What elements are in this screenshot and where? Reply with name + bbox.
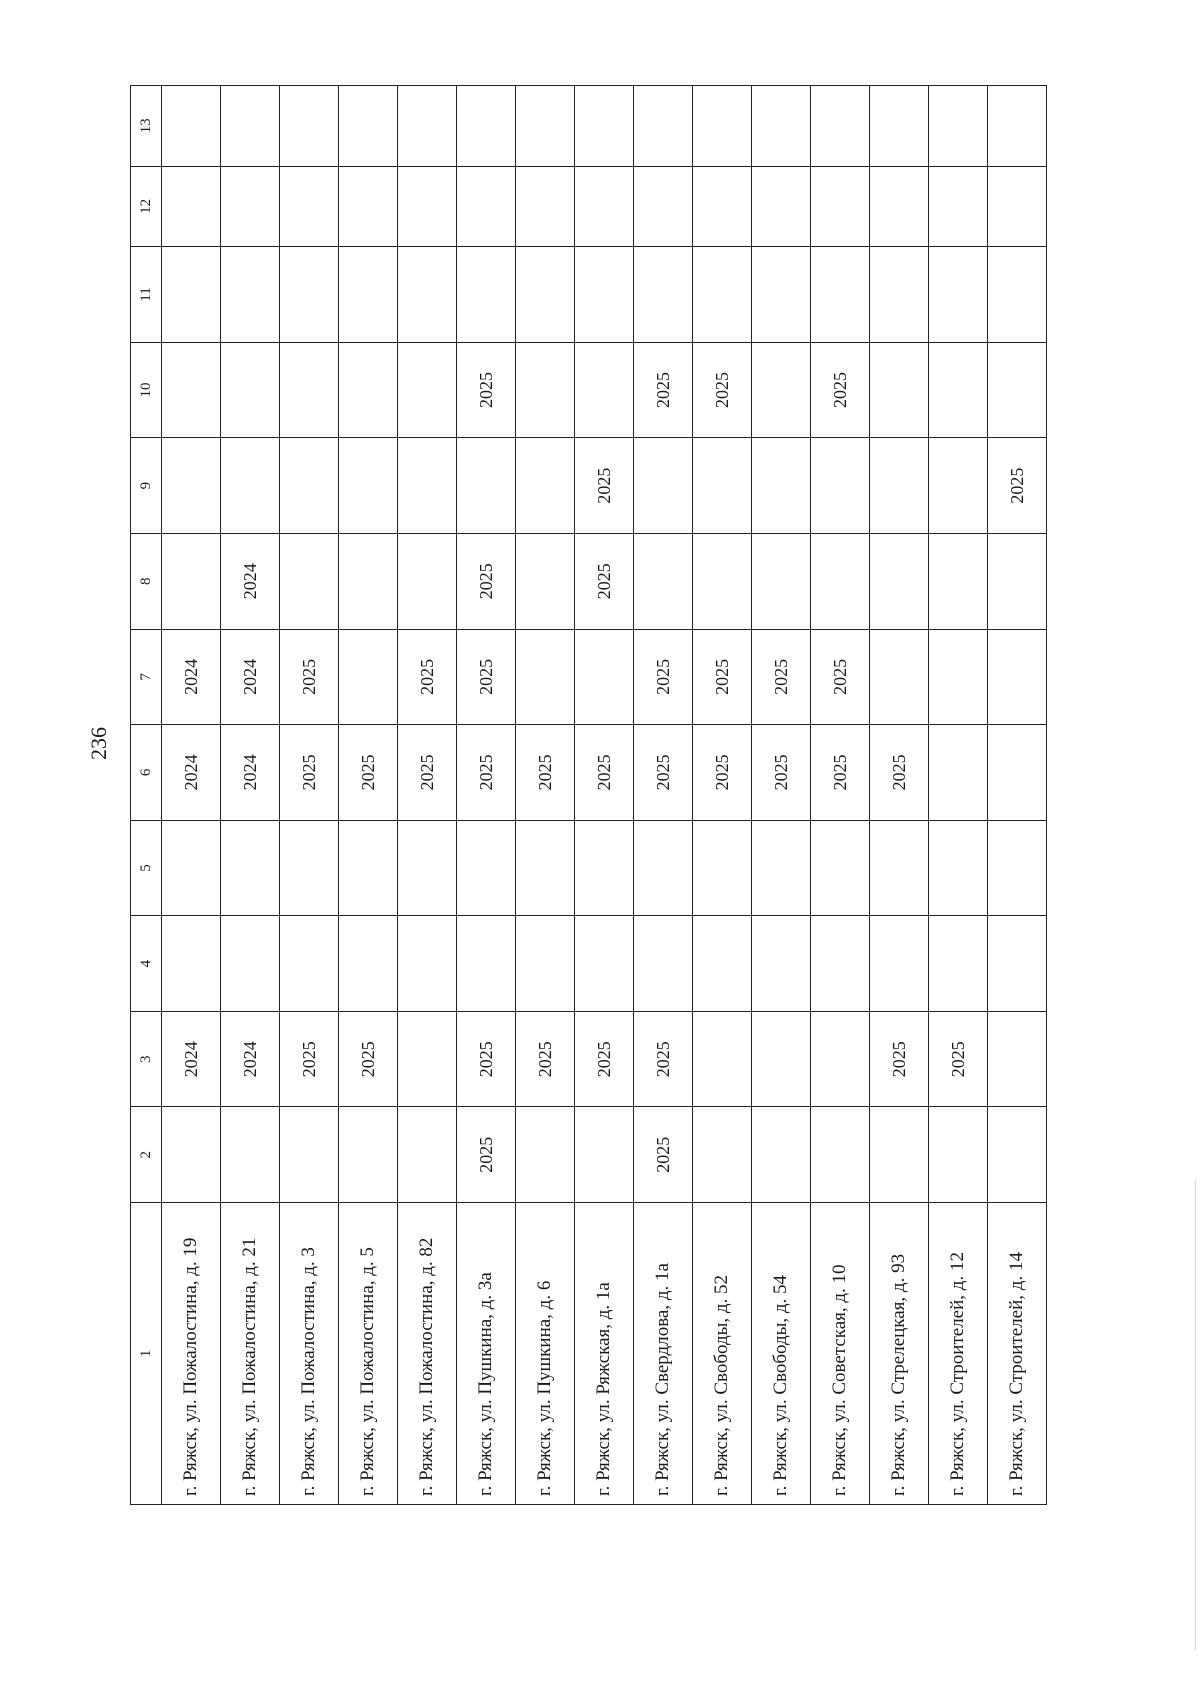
address-cell: г. Ряжск, ул. Свердлова, д. 1а	[634, 1203, 693, 1505]
year-cell-col-12	[752, 166, 811, 247]
header-row	[131, 86, 162, 1505]
year-cell-col-10: 2025	[457, 342, 516, 438]
year-cell-col-5	[693, 820, 752, 916]
table-row	[575, 86, 634, 1505]
year-cell-col-4	[693, 916, 752, 1012]
address-cell: г. Ряжск, ул. Свободы, д. 52	[693, 1203, 752, 1505]
table-body	[162, 86, 1047, 1505]
year-cell-col-7	[870, 629, 929, 725]
year-cell-col-8	[929, 533, 988, 629]
year-cell-col-8	[634, 533, 693, 629]
schedule-table	[130, 85, 1047, 1505]
column-header-7: 7	[131, 629, 162, 725]
year-cell-col-7: 2025	[280, 629, 339, 725]
year-cell-col-2: 2025	[457, 1107, 516, 1203]
year-cell-col-7	[929, 629, 988, 725]
year-cell-col-10	[280, 342, 339, 438]
year-cell-col-2: 2025	[634, 1107, 693, 1203]
year-cell-col-9	[457, 438, 516, 534]
year-cell-col-6: 2025	[870, 725, 929, 821]
year-cell-col-8	[752, 533, 811, 629]
year-cell-col-3: 2025	[280, 1011, 339, 1107]
year-cell-col-6: 2025	[280, 725, 339, 821]
address-cell: г. Ряжск, ул. Свободы, д. 54	[752, 1203, 811, 1505]
year-cell-col-2	[870, 1107, 929, 1203]
year-cell-col-10	[339, 342, 398, 438]
year-cell-col-4	[221, 916, 280, 1012]
year-cell-col-8: 2024	[221, 533, 280, 629]
year-cell-col-6: 2025	[811, 725, 870, 821]
year-cell-col-3: 2025	[634, 1011, 693, 1107]
year-cell-col-8: 2025	[575, 533, 634, 629]
year-cell-col-6: 2025	[752, 725, 811, 821]
year-cell-col-11	[575, 247, 634, 343]
table-row	[929, 86, 988, 1505]
address-cell: г. Ряжск, ул. Пожалостина, д. 3	[280, 1203, 339, 1505]
year-cell-col-4	[870, 916, 929, 1012]
year-cell-col-9	[870, 438, 929, 534]
year-cell-col-13	[457, 86, 516, 167]
year-cell-col-7	[339, 629, 398, 725]
year-cell-col-4	[929, 916, 988, 1012]
year-cell-col-12	[280, 166, 339, 247]
year-cell-col-3	[752, 1011, 811, 1107]
year-cell-col-3: 2025	[457, 1011, 516, 1107]
column-header-5: 5	[131, 820, 162, 916]
year-cell-col-12	[988, 166, 1047, 247]
column-header-6: 6	[131, 725, 162, 821]
table-row	[516, 86, 575, 1505]
year-cell-col-7: 2024	[162, 629, 221, 725]
year-cell-col-7	[988, 629, 1047, 725]
year-cell-col-4	[162, 916, 221, 1012]
year-cell-col-12	[870, 166, 929, 247]
year-cell-col-11	[398, 247, 457, 343]
year-cell-col-11	[988, 247, 1047, 343]
year-cell-col-5	[575, 820, 634, 916]
column-header-10: 10	[131, 342, 162, 438]
year-cell-col-6: 2025	[634, 725, 693, 821]
year-cell-col-13	[811, 86, 870, 167]
year-cell-col-9	[339, 438, 398, 534]
year-cell-col-2	[162, 1107, 221, 1203]
year-cell-col-6: 2024	[221, 725, 280, 821]
year-cell-col-2	[693, 1107, 752, 1203]
year-cell-col-8	[811, 533, 870, 629]
year-cell-col-9	[634, 438, 693, 534]
year-cell-col-4	[634, 916, 693, 1012]
year-cell-col-12	[162, 166, 221, 247]
column-header-11: 11	[131, 247, 162, 343]
address-cell: г. Ряжск, ул. Строителей, д. 14	[988, 1203, 1047, 1505]
address-cell: г. Ряжск, ул. Пожалостина, д. 19	[162, 1203, 221, 1505]
schedule-table-container	[130, 85, 1030, 1505]
year-cell-col-3	[693, 1011, 752, 1107]
year-cell-col-5	[398, 820, 457, 916]
year-cell-col-13	[929, 86, 988, 167]
year-cell-col-2	[398, 1107, 457, 1203]
year-cell-col-9	[516, 438, 575, 534]
year-cell-col-4	[811, 916, 870, 1012]
year-cell-col-8	[988, 533, 1047, 629]
year-cell-col-6	[929, 725, 988, 821]
year-cell-col-2	[339, 1107, 398, 1203]
table-row	[221, 86, 280, 1505]
table-row	[162, 86, 221, 1505]
year-cell-col-7: 2024	[221, 629, 280, 725]
year-cell-col-2	[575, 1107, 634, 1203]
year-cell-col-12	[575, 166, 634, 247]
year-cell-col-7: 2025	[752, 629, 811, 725]
year-cell-col-4	[752, 916, 811, 1012]
year-cell-col-2	[280, 1107, 339, 1203]
column-header-9: 9	[131, 438, 162, 534]
year-cell-col-2	[811, 1107, 870, 1203]
column-header-13: 13	[131, 86, 162, 167]
year-cell-col-10	[398, 342, 457, 438]
year-cell-col-11	[693, 247, 752, 343]
year-cell-col-8: 2025	[457, 533, 516, 629]
year-cell-col-4	[339, 916, 398, 1012]
year-cell-col-7: 2025	[811, 629, 870, 725]
year-cell-col-3	[398, 1011, 457, 1107]
year-cell-col-12	[516, 166, 575, 247]
year-cell-col-5	[752, 820, 811, 916]
year-cell-col-13	[988, 86, 1047, 167]
table-row	[752, 86, 811, 1505]
year-cell-col-11	[870, 247, 929, 343]
year-cell-col-4	[988, 916, 1047, 1012]
year-cell-col-4	[575, 916, 634, 1012]
page-number: 236	[86, 727, 111, 760]
year-cell-col-4	[398, 916, 457, 1012]
year-cell-col-5	[339, 820, 398, 916]
address-cell: г. Ряжск, ул. Пожалостина, д. 21	[221, 1203, 280, 1505]
year-cell-col-4	[516, 916, 575, 1012]
year-cell-col-3	[988, 1011, 1047, 1107]
year-cell-col-7: 2025	[457, 629, 516, 725]
year-cell-col-8	[162, 533, 221, 629]
column-header-4: 4	[131, 916, 162, 1012]
column-header-3: 3	[131, 1011, 162, 1107]
year-cell-col-2	[516, 1107, 575, 1203]
scan-edge-line	[1195, 1180, 1196, 1650]
address-cell: г. Ряжск, ул. Стрелецкая, д. 93	[870, 1203, 929, 1505]
year-cell-col-6: 2025	[457, 725, 516, 821]
year-cell-col-5	[221, 820, 280, 916]
table-row	[398, 86, 457, 1505]
year-cell-col-12	[339, 166, 398, 247]
year-cell-col-8	[516, 533, 575, 629]
year-cell-col-12	[929, 166, 988, 247]
year-cell-col-8	[339, 533, 398, 629]
year-cell-col-5	[280, 820, 339, 916]
table-row	[870, 86, 929, 1505]
year-cell-col-3	[811, 1011, 870, 1107]
year-cell-col-5	[988, 820, 1047, 916]
year-cell-col-13	[575, 86, 634, 167]
year-cell-col-6: 2025	[516, 725, 575, 821]
year-cell-col-9	[162, 438, 221, 534]
year-cell-col-10: 2025	[693, 342, 752, 438]
table-row	[457, 86, 516, 1505]
table-row	[339, 86, 398, 1505]
year-cell-col-13	[752, 86, 811, 167]
year-cell-col-2	[929, 1107, 988, 1203]
year-cell-col-9: 2025	[575, 438, 634, 534]
year-cell-col-8	[280, 533, 339, 629]
year-cell-col-11	[280, 247, 339, 343]
year-cell-col-6: 2025	[339, 725, 398, 821]
year-cell-col-5	[811, 820, 870, 916]
year-cell-col-6	[988, 725, 1047, 821]
year-cell-col-13	[280, 86, 339, 167]
year-cell-col-13	[221, 86, 280, 167]
column-header-8: 8	[131, 533, 162, 629]
year-cell-col-5	[457, 820, 516, 916]
year-cell-col-9	[929, 438, 988, 534]
year-cell-col-7	[516, 629, 575, 725]
column-header-12: 12	[131, 166, 162, 247]
year-cell-col-7: 2025	[398, 629, 457, 725]
year-cell-col-3: 2024	[162, 1011, 221, 1107]
table-row	[988, 86, 1047, 1505]
year-cell-col-13	[162, 86, 221, 167]
year-cell-col-11	[221, 247, 280, 343]
year-cell-col-10	[752, 342, 811, 438]
address-cell: г. Ряжск, ул. Советская, д. 10	[811, 1203, 870, 1505]
year-cell-col-6: 2025	[693, 725, 752, 821]
year-cell-col-11	[457, 247, 516, 343]
year-cell-col-12	[221, 166, 280, 247]
year-cell-col-9	[280, 438, 339, 534]
year-cell-col-11	[811, 247, 870, 343]
year-cell-col-3: 2025	[929, 1011, 988, 1107]
year-cell-col-10	[929, 342, 988, 438]
address-cell: г. Ряжск, ул. Пожалостина, д. 82	[398, 1203, 457, 1505]
year-cell-col-5	[634, 820, 693, 916]
year-cell-col-6: 2025	[575, 725, 634, 821]
year-cell-col-10	[221, 342, 280, 438]
year-cell-col-9	[811, 438, 870, 534]
year-cell-col-2	[988, 1107, 1047, 1203]
year-cell-col-7: 2025	[634, 629, 693, 725]
year-cell-col-11	[516, 247, 575, 343]
year-cell-col-5	[929, 820, 988, 916]
year-cell-col-6: 2024	[162, 725, 221, 821]
year-cell-col-3: 2025	[516, 1011, 575, 1107]
year-cell-col-9: 2025	[988, 438, 1047, 534]
year-cell-col-12	[634, 166, 693, 247]
year-cell-col-10	[988, 342, 1047, 438]
year-cell-col-13	[398, 86, 457, 167]
address-cell: г. Ряжск, ул. Пушкина, д. 6	[516, 1203, 575, 1505]
year-cell-col-8	[398, 533, 457, 629]
year-cell-col-13	[693, 86, 752, 167]
year-cell-col-2	[221, 1107, 280, 1203]
year-cell-col-4	[280, 916, 339, 1012]
year-cell-col-13	[634, 86, 693, 167]
year-cell-col-9	[752, 438, 811, 534]
year-cell-col-4	[457, 916, 516, 1012]
year-cell-col-8	[870, 533, 929, 629]
table-row	[811, 86, 870, 1505]
year-cell-col-5	[162, 820, 221, 916]
table-row	[693, 86, 752, 1505]
address-cell: г. Ряжск, ул. Строителей, д. 12	[929, 1203, 988, 1505]
column-header-1: 1	[131, 1203, 162, 1505]
year-cell-col-10: 2025	[634, 342, 693, 438]
address-cell: г. Ряжск, ул. Пушкина, д. 3а	[457, 1203, 516, 1505]
year-cell-col-2	[752, 1107, 811, 1203]
year-cell-col-9	[693, 438, 752, 534]
year-cell-col-11	[339, 247, 398, 343]
year-cell-col-10: 2025	[811, 342, 870, 438]
year-cell-col-3: 2025	[575, 1011, 634, 1107]
year-cell-col-3: 2025	[339, 1011, 398, 1107]
year-cell-col-5	[516, 820, 575, 916]
year-cell-col-13	[516, 86, 575, 167]
year-cell-col-5	[870, 820, 929, 916]
year-cell-col-7	[575, 629, 634, 725]
year-cell-col-3: 2025	[870, 1011, 929, 1107]
year-cell-col-10	[162, 342, 221, 438]
table-row	[280, 86, 339, 1505]
year-cell-col-10	[575, 342, 634, 438]
year-cell-col-11	[634, 247, 693, 343]
year-cell-col-10	[516, 342, 575, 438]
year-cell-col-11	[752, 247, 811, 343]
address-cell: г. Ряжск, ул. Ряжская, д. 1а	[575, 1203, 634, 1505]
year-cell-col-7: 2025	[693, 629, 752, 725]
column-header-2: 2	[131, 1107, 162, 1203]
year-cell-col-12	[693, 166, 752, 247]
year-cell-col-10	[870, 342, 929, 438]
year-cell-col-12	[811, 166, 870, 247]
table-row	[634, 86, 693, 1505]
year-cell-col-9	[221, 438, 280, 534]
year-cell-col-12	[457, 166, 516, 247]
year-cell-col-3: 2024	[221, 1011, 280, 1107]
address-cell: г. Ряжск, ул. Пожалостина, д. 5	[339, 1203, 398, 1505]
year-cell-col-9	[398, 438, 457, 534]
year-cell-col-12	[398, 166, 457, 247]
year-cell-col-8	[693, 533, 752, 629]
year-cell-col-6: 2025	[398, 725, 457, 821]
year-cell-col-11	[162, 247, 221, 343]
year-cell-col-13	[339, 86, 398, 167]
year-cell-col-13	[870, 86, 929, 167]
year-cell-col-11	[929, 247, 988, 343]
